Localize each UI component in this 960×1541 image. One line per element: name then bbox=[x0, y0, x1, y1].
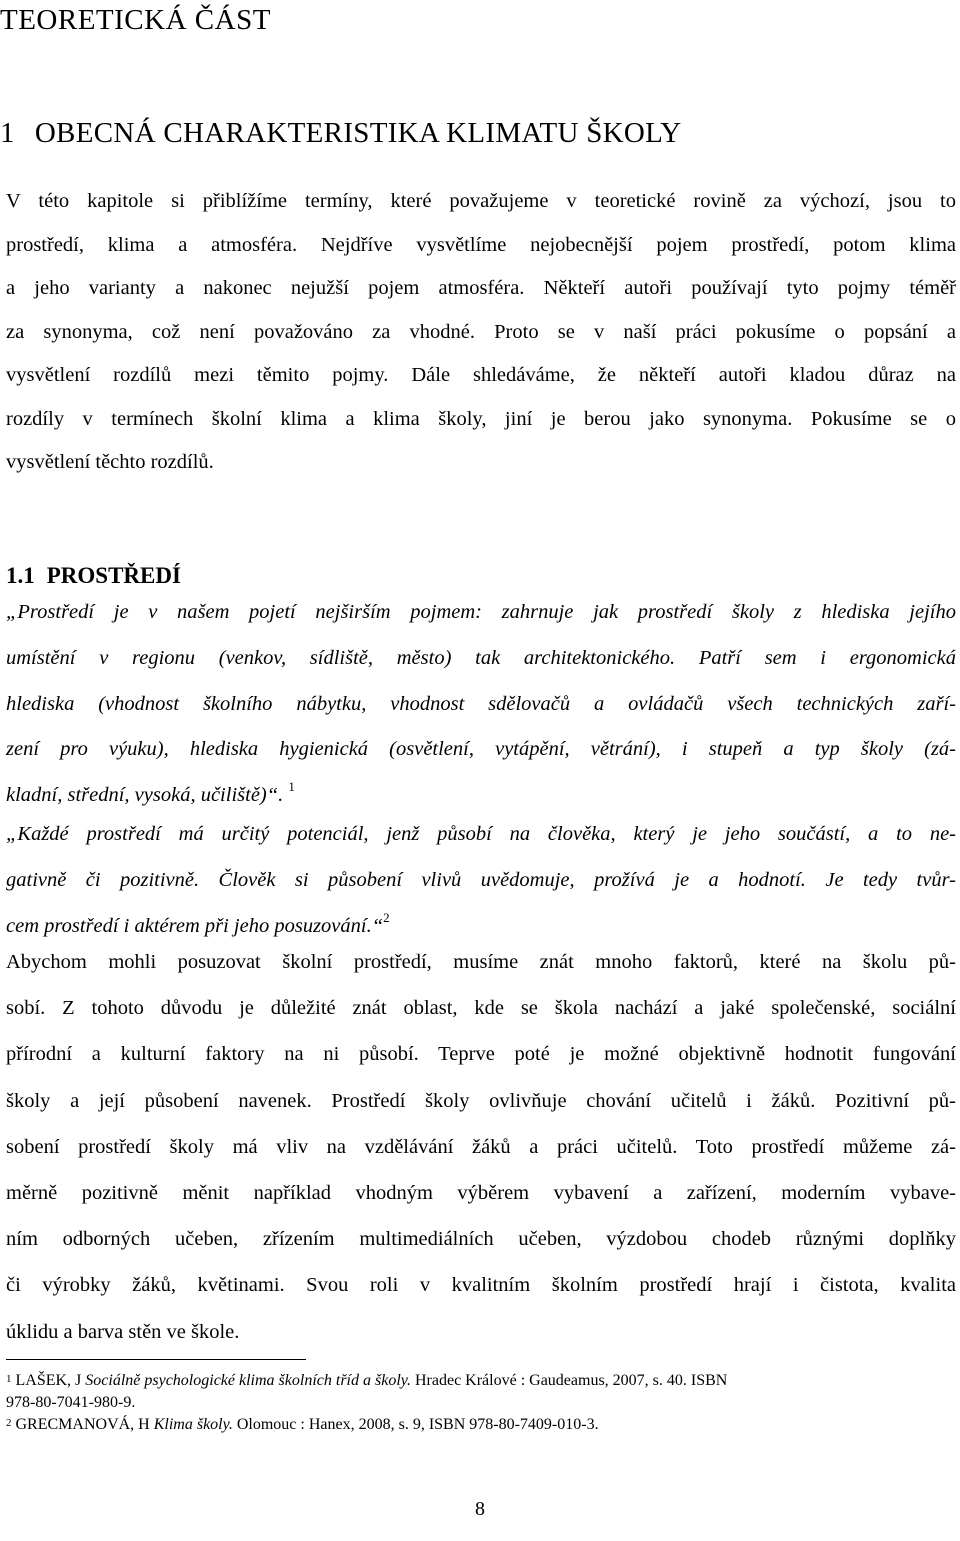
footnote-publisher: Hradec Králové : Gaudeamus, 2007, s. 40. ISBN bbox=[410, 1372, 728, 1389]
footnotes bbox=[6, 1370, 956, 1436]
text-line: či výrobky žáků, květinami. Svou roli v kvalitním školním prostředí hrají i čistota, kvalita bbox=[6, 1274, 956, 1297]
footnote-work: Sociálně psychologické klima školních tříd a školy. bbox=[85, 1372, 411, 1389]
text-line: rozdíly v termínech školní klima a klima školy, jiní je berou jako synonyma. Pokusíme se o bbox=[6, 407, 956, 430]
text-line: Abychom mohli posuzovat školní prostředí, musíme znát mnoho faktorů, které na školu pů- bbox=[6, 951, 956, 973]
part-title: TEORETICKÁ ČÁST bbox=[0, 4, 271, 36]
text-line: prostředí, klima a atmosféra. Nejdříve vysvětlíme nejobecnější pojem prostředí, potom klima bbox=[6, 233, 956, 256]
footnote-ref[interactable]: 1 bbox=[288, 779, 295, 795]
text-line: hlediska (vhodnost školního nábytku, vhodnost sdělovačů a ovládačů všech technických zaří- bbox=[6, 692, 956, 715]
quote-paragraph-1 bbox=[6, 590, 956, 820]
text-line: školy a její působení navenek. Prostředí školy ovlivňuje chování učitelů i žáků. Pozitivní pů- bbox=[6, 1089, 956, 1112]
text-line: „Prostředí je v našem pojetí nejširším pojmem: zahrnuje jak prostředí školy z hlediska jejího bbox=[6, 601, 956, 623]
text-line: úklidu a barva stěn ve škole. bbox=[6, 1320, 240, 1343]
footnote-divider bbox=[6, 1359, 306, 1360]
text-line: přírodní a kulturní faktory na ni působí. Teprve poté je možné objektivně hodnotit fungování bbox=[6, 1043, 956, 1066]
footnote-author: GRECMANOVÁ, H bbox=[15, 1416, 154, 1433]
text-line: vysvětlení rozdílů mezi těmito pojmy. Dále shledáváme, že někteří autoři kladou důraz na bbox=[6, 364, 956, 386]
footnote-1 bbox=[6, 1370, 956, 1392]
intro-paragraph bbox=[6, 180, 956, 485]
text-line: V této kapitole si přiblížíme termíny, které považujeme v teoretické rovině za výchozí, jsou to bbox=[6, 190, 956, 212]
text-line: umístění v regionu (venkov, sídliště, město) tak architektonického. Patří sem i ergonomická bbox=[6, 646, 956, 669]
chapter-title: OBECNÁ CHARAKTERISTIKA KLIMATU ŠKOLY bbox=[34, 117, 682, 149]
text-line: za synonyma, což není považováno za vhodné. Proto se v naší práci pokusíme o popsání a bbox=[6, 320, 956, 343]
section-number: 1.1 bbox=[6, 563, 35, 588]
text-line: sobí. Z tohoto důvodu je důležité znát oblast, kde se škola nachází a jaké společenské, sociální bbox=[6, 997, 956, 1020]
footnote-work: Klima školy. bbox=[153, 1416, 233, 1433]
footnote-2 bbox=[6, 1414, 956, 1436]
text-line: a jeho varianty a nakonec nejužší pojem atmosféra. Někteří autoři používají tyto pojmy téměř bbox=[6, 277, 956, 299]
text-line: „Každé prostředí má určitý potenciál, jenž působí na člověka, který je jeho součástí, a to ne- bbox=[6, 823, 956, 845]
text-line: gativně či pozitivně. Člověk si působení vlivů uvědomuje, prožívá je a hodnotí. Je tedy tvůr- bbox=[6, 868, 956, 891]
text-line: vysvětlení těchto rozdílů. bbox=[6, 451, 214, 473]
text-line-content: kladní, střední, vysoká, učiliště)“. bbox=[6, 784, 284, 807]
text-line-content: cem prostředí i aktérem při jeho posuzování.“ bbox=[6, 914, 384, 937]
chapter-heading bbox=[0, 114, 682, 152]
body-paragraph bbox=[6, 939, 956, 1355]
footnote-number: 2 bbox=[6, 1417, 12, 1429]
text-line: sobení prostředí školy má vliv na vzdělávání žáků a práci učitelů. Toto prostředí můžeme zá- bbox=[6, 1135, 956, 1158]
text-line: ním odborných učeben, zřízením multimediálních učeben, výzdobou chodeb různými doplňky bbox=[6, 1228, 956, 1251]
page-number: 8 bbox=[475, 1498, 485, 1520]
text-line: zení pro výuku), hlediska hygienická (osvětlení, vytápění, větrání), i stupeň a typ školy (zá- bbox=[6, 738, 956, 761]
footnote-author: LAŠEK, J bbox=[15, 1372, 86, 1389]
footnote-1-continuation: 978-80-7041-980-9. bbox=[6, 1394, 136, 1411]
chapter-number: 1 bbox=[0, 117, 15, 149]
section-title: PROSTŘEDÍ bbox=[46, 563, 181, 588]
footnote-ref[interactable]: 2 bbox=[383, 909, 390, 925]
footnote-publisher: Olomouc : Hanex, 2008, s. 9, ISBN 978-80-7409-010-3. bbox=[232, 1416, 599, 1433]
footnote-number: 1 bbox=[6, 1373, 12, 1385]
quote-paragraph-2 bbox=[6, 812, 956, 950]
text-line: měrně pozitivně měnit například vhodným výběrem vybavení a zařízení, moderním vybave- bbox=[6, 1182, 956, 1205]
